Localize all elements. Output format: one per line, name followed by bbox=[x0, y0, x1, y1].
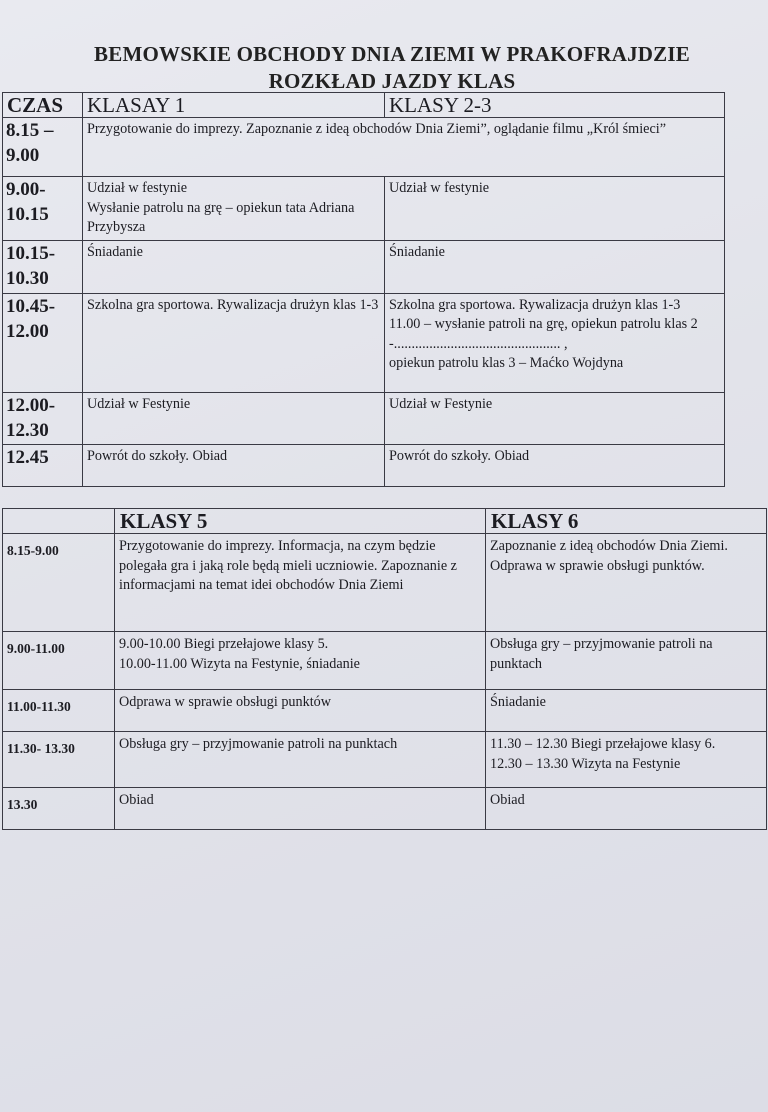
activity-cell-class-6: Obsługa gry – przyjmowanie patroli na punktach bbox=[486, 632, 767, 690]
table-row bbox=[3, 632, 767, 690]
header-class-2-3: KLASY 2-3 bbox=[385, 93, 725, 118]
schedule-table-classes-5-6 bbox=[2, 508, 767, 830]
time-cell: 8.15-9.00 bbox=[3, 534, 115, 632]
time-cell: 13.30 bbox=[3, 788, 115, 830]
activity-cell-class-6: Zapoznanie z ideą obchodów Dnia Ziemi. Odprawa w sprawie obsługi punktów. bbox=[486, 534, 767, 632]
activity-cell-class-1: Szkolna gra sportowa. Rywalizacja drużyn klas 1-3 bbox=[83, 293, 385, 392]
time-cell: 9.00-11.00 bbox=[3, 632, 115, 690]
activity-cell-class-2-3: Powrót do szkoły. Obiad bbox=[385, 444, 725, 486]
time-cell: 11.00-11.30 bbox=[3, 690, 115, 732]
table-header-row bbox=[3, 509, 767, 534]
header-time-empty bbox=[3, 509, 115, 534]
activity-cell-class-1: Udział w festynie Wysłanie patrolu na grę – opiekun tata Adriana Przybysza bbox=[83, 177, 385, 241]
activity-cell-class-2-3: Udział w festynie bbox=[385, 177, 725, 241]
header-time: CZAS bbox=[3, 93, 83, 118]
table-row bbox=[3, 293, 725, 392]
table-row bbox=[3, 534, 767, 632]
activity-cell-merged: Przygotowanie do imprezy. Zapoznanie z ideą obchodów Dnia Ziemi”, oglądanie filmu „Król śmieci” bbox=[83, 118, 725, 177]
table-row bbox=[3, 732, 767, 788]
table-row bbox=[3, 690, 767, 732]
activity-cell-class-5: Obiad bbox=[115, 788, 486, 830]
time-cell: 10.45- 12.00 bbox=[3, 293, 83, 392]
activity-cell-class-2-3: Szkolna gra sportowa. Rywalizacja drużyn klas 1-3 11.00 – wysłanie patroli na grę, opiekun patrolu klas 2 -............................................... , opiekun patrolu klas 3 – Maćko Wojdyna bbox=[385, 293, 725, 392]
page-title: BEMOWSKIE OBCHODY DNIA ZIEMI W PRAKOFRAJDZIE bbox=[94, 42, 690, 66]
activity-cell-class-1: Powrót do szkoły. Obiad bbox=[83, 444, 385, 486]
header-class-1: KLASAY 1 bbox=[83, 93, 385, 118]
page-subtitle: ROZKŁAD JAZDY KLAS bbox=[268, 69, 516, 93]
header-class-5: KLASY 5 bbox=[115, 509, 486, 534]
activity-cell-class-5: Obsługa gry – przyjmowanie patroli na punktach bbox=[115, 732, 486, 788]
time-cell: 11.30- 13.30 bbox=[3, 732, 115, 788]
time-cell: 8.15 – 9.00 bbox=[3, 118, 83, 177]
activity-cell-class-2-3: Udział w Festynie bbox=[385, 392, 725, 444]
time-cell: 12.45 bbox=[3, 444, 83, 486]
activity-cell-class-5: 9.00-10.00 Biegi przełajowe klasy 5. 10.00-11.00 Wizyta na Festynie, śniadanie bbox=[115, 632, 486, 690]
table-row bbox=[3, 444, 725, 486]
table-header-row bbox=[3, 93, 725, 118]
activity-cell-class-2-3: Śniadanie bbox=[385, 240, 725, 293]
activity-cell-class-5: Odprawa w sprawie obsługi punktów bbox=[115, 690, 486, 732]
schedule-table-classes-1-3 bbox=[2, 92, 725, 487]
table-row bbox=[3, 118, 725, 177]
time-cell: 12.00- 12.30 bbox=[3, 392, 83, 444]
table-row bbox=[3, 788, 767, 830]
activity-cell-class-6: Śniadanie bbox=[486, 690, 767, 732]
table-row bbox=[3, 392, 725, 444]
activity-cell-class-1: Udział w Festynie bbox=[83, 392, 385, 444]
table-row bbox=[3, 177, 725, 241]
time-cell: 9.00- 10.15 bbox=[3, 177, 83, 241]
time-cell: 10.15- 10.30 bbox=[3, 240, 83, 293]
activity-cell-class-1: Śniadanie bbox=[83, 240, 385, 293]
activity-cell-class-6: Obiad bbox=[486, 788, 767, 830]
activity-cell-class-6: 11.30 – 12.30 Biegi przełajowe klasy 6. 12.30 – 13.30 Wizyta na Festynie bbox=[486, 732, 767, 788]
activity-cell-class-5: Przygotowanie do imprezy. Informacja, na czym będzie polegała gra i jaką role będą mieli uczniowie. Zapoznanie z informacjami na temat idei obchodów Dnia Ziemi bbox=[115, 534, 486, 632]
header-class-6: KLASY 6 bbox=[486, 509, 767, 534]
table-row bbox=[3, 240, 725, 293]
